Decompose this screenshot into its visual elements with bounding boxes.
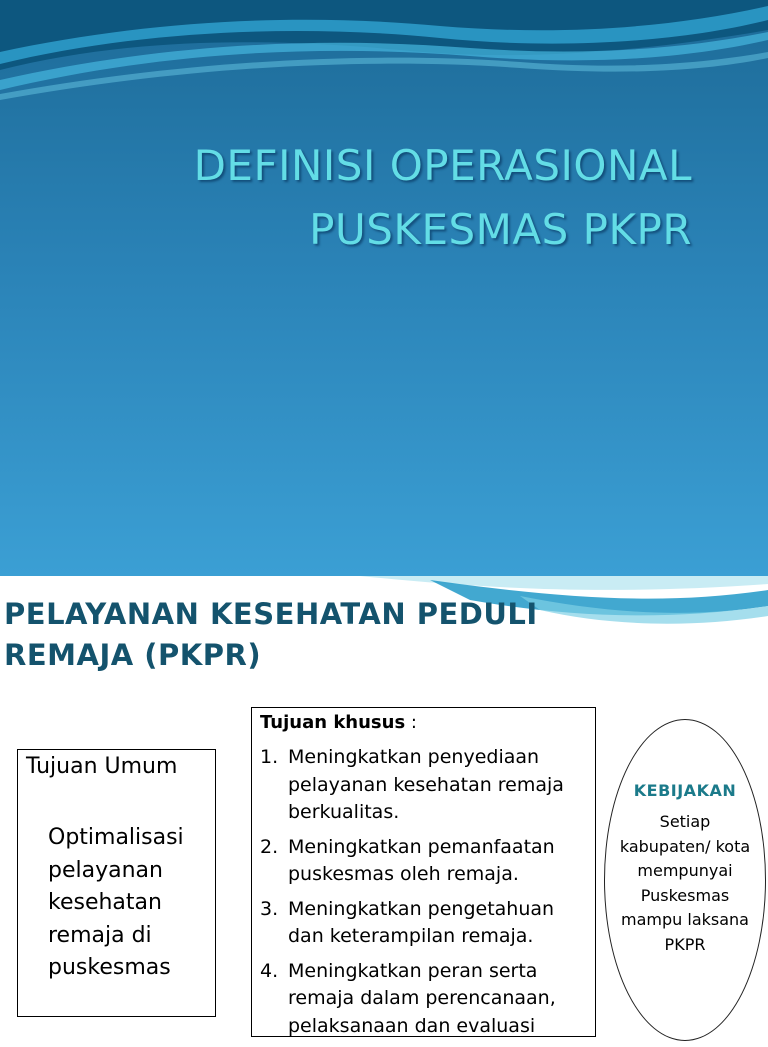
slide-title — [194, 134, 692, 262]
kebijakan-oval — [604, 719, 766, 1041]
slide-heading-line-1: PELAYANAN KESEHATAN PEDULI — [4, 597, 538, 631]
decorative-waves — [0, 0, 768, 110]
tujuan-khusus-heading — [260, 712, 417, 733]
list-item — [260, 958, 590, 1041]
tujuan-khusus-label: Tujuan khusus — [260, 712, 406, 733]
tujuan-khusus-colon: : — [405, 712, 417, 733]
list-item — [260, 744, 590, 827]
tujuan-khusus-box — [251, 707, 596, 1037]
tujuan-umum-box — [17, 749, 216, 1017]
content-slide — [0, 576, 768, 1037]
slide-title-line-1: DEFINISI OPERASIONAL — [193, 141, 692, 190]
list-item-number: 2. — [260, 835, 279, 858]
tujuan-umum-label: Tujuan Umum — [26, 754, 178, 779]
list-item-number: 4. — [260, 959, 279, 982]
slide-heading — [4, 594, 538, 676]
kebijakan-text: Setiap kabupaten/ kota mempunyai Puskesmas mampu laksana PKPR — [619, 812, 751, 954]
tujuan-umum-text: Optimalisasi pelayanan kesehatan remaja di puskesmas — [48, 825, 184, 980]
slide-title-line-2: PUSKESMAS PKPR — [309, 205, 692, 254]
list-item-text: Meningkatkan pengetahuan dan keterampilan remaja. — [288, 897, 555, 947]
list-item — [260, 896, 590, 951]
list-item-text: Meningkatkan pemanfaatan puskesmas oleh remaja. — [288, 835, 555, 885]
list-item — [260, 834, 590, 889]
list-item-number: 1. — [260, 746, 279, 768]
slide-heading-line-2: REMAJA (PKPR) — [4, 638, 262, 672]
tujuan-khusus-list — [260, 744, 590, 1047]
list-item-text: Meningkatkan penyediaan pelayanan kesehatan remaja berkualitas. — [288, 746, 564, 823]
list-item-number: 3. — [260, 897, 279, 920]
kebijakan-label: KEBIJAKAN — [633, 781, 737, 800]
list-item-text: Meningkatkan peran serta remaja dalam perencanaan, pelaksanaan dan evaluasi — [288, 959, 556, 1037]
